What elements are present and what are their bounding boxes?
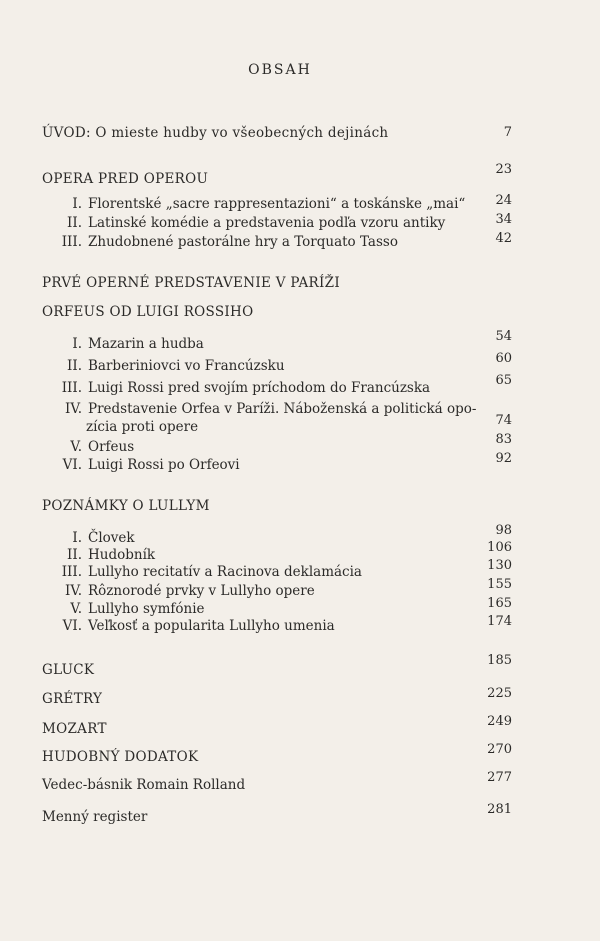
- entry-page: 54: [495, 329, 512, 344]
- entry-number: II.: [67, 358, 82, 374]
- entry-page: 155: [487, 577, 512, 592]
- entry-title: Menný register: [42, 809, 148, 825]
- entry-page: 74: [495, 413, 512, 428]
- entry-number: III.: [61, 564, 82, 580]
- entry-number: IV.: [64, 583, 82, 599]
- entry-title: GLUCK: [42, 662, 95, 678]
- entry-number: III.: [61, 380, 82, 396]
- entry-page: 281: [487, 802, 512, 817]
- entry-number: VI.: [62, 457, 82, 473]
- entry-title: Hudobník: [88, 547, 156, 563]
- entry-page: 106: [487, 540, 512, 555]
- entry-number: VI.: [62, 618, 82, 634]
- entry-title: HUDOBNÝ DODATOK: [42, 749, 199, 765]
- entry-page: 277: [487, 770, 512, 785]
- entry-title: Rôznorodé prvky v Lullyho opere: [88, 583, 315, 599]
- entry-page: 174: [487, 614, 512, 629]
- entry-page: 23: [495, 162, 512, 177]
- entry-title: Luigi Rossi pred svojím príchodom do Francúzska: [88, 380, 431, 396]
- entry-title: Lullyho symfónie: [88, 601, 205, 617]
- entry-title: Vedec-básnik Romain Rolland: [42, 777, 246, 793]
- entry-title: Luigi Rossi po Orfeovi: [88, 457, 240, 473]
- entry-page: 165: [487, 596, 512, 611]
- entry-number: II.: [67, 215, 82, 231]
- entry-page: 130: [487, 558, 512, 573]
- entry-title: Človek: [88, 530, 135, 546]
- entry-page: 42: [495, 231, 512, 246]
- entry-page: 34: [495, 212, 512, 227]
- entry-title: Barberiniovci vo Francúzsku: [88, 358, 285, 374]
- entry-title: Florentské „sacre rappresentazioni“ a toskánske „mai“: [88, 196, 466, 212]
- entry-page: 60: [495, 351, 512, 366]
- entry-title: Predstavenie Orfea v Paríži. Náboženská a politická opo-: [88, 401, 477, 417]
- entry-title: Lullyho recitatív a Racinova deklamácia: [88, 564, 362, 580]
- entry-title: ÚVOD: O mieste hudby vo všeobecných dejinách: [42, 125, 389, 141]
- entry-number: V.: [70, 601, 82, 617]
- entry-page: 83: [495, 432, 512, 447]
- entry-page: 270: [487, 742, 512, 757]
- entry-title: zícia proti opere: [86, 419, 199, 435]
- toc-heading: OBSAH: [248, 62, 312, 78]
- entry-title: Mazarin a hudba: [88, 336, 204, 352]
- entry-page: 98: [495, 523, 512, 538]
- entry-page: 7: [503, 125, 512, 140]
- entry-title: Latinské komédie a predstavenia podľa vzoru antiky: [88, 215, 446, 231]
- entry-title: ORFEUS OD LUIGI ROSSIHO: [42, 304, 254, 320]
- entry-title: Zhudobnené pastorálne hry a Torquato Tasso: [88, 234, 398, 250]
- entry-title: OPERA PRED OPEROU: [42, 171, 209, 187]
- entry-title: POZNÁMKY O LULLYM: [42, 498, 210, 514]
- entry-number: I.: [72, 196, 82, 212]
- entry-page: 249: [487, 714, 512, 729]
- entry-title: MOZART: [42, 721, 107, 737]
- entry-page: 65: [495, 373, 512, 388]
- entry-page: 225: [487, 686, 512, 701]
- entry-number: IV.: [64, 401, 82, 417]
- entry-page: 92: [495, 451, 512, 466]
- entry-page: 24: [495, 193, 512, 208]
- entry-number: II.: [67, 547, 82, 563]
- entry-title: GRÉTRY: [42, 691, 103, 707]
- entry-number: III.: [61, 234, 82, 250]
- entry-title: Veľkosť a popularita Lullyho umenia: [88, 618, 335, 634]
- entry-page: 185: [487, 653, 512, 668]
- entry-number: I.: [72, 530, 82, 546]
- entry-number: I.: [72, 336, 82, 352]
- entry-title: PRVÉ OPERNÉ PREDSTAVENIE V PARÍŽI: [42, 275, 340, 291]
- entry-number: V.: [70, 439, 82, 455]
- entry-title: Orfeus: [88, 439, 135, 455]
